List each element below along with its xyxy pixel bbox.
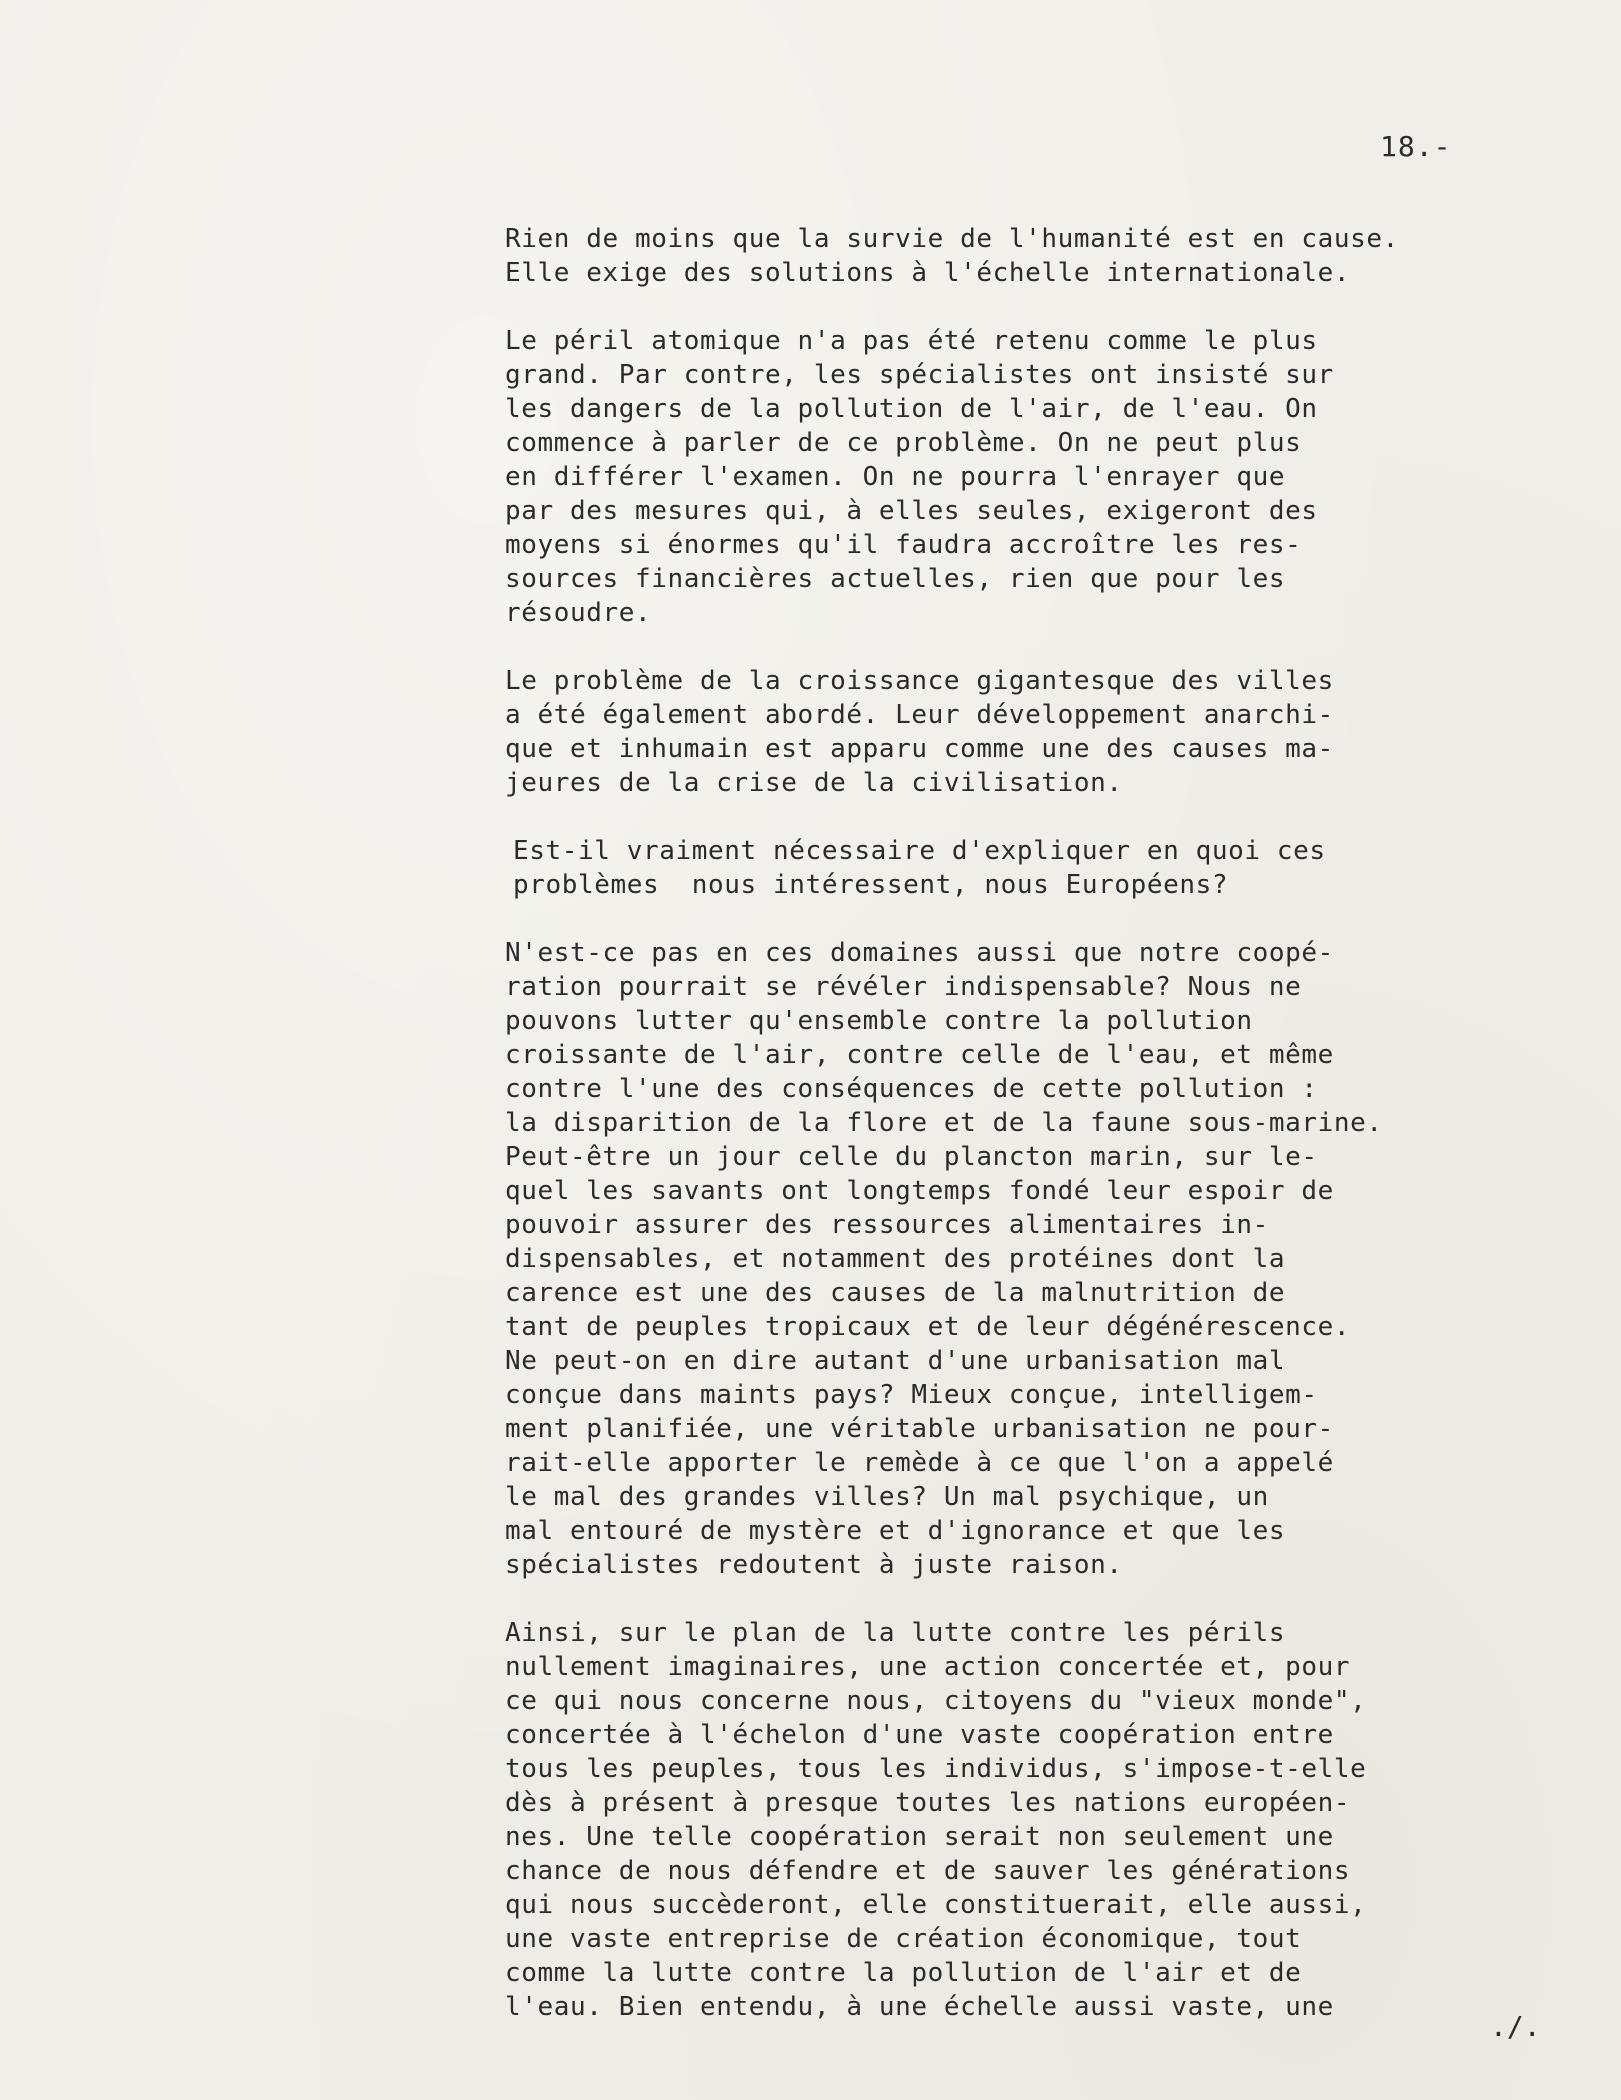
text-line: Ainsi, sur le plan de la lutte contre les périls bbox=[505, 1618, 1286, 1648]
text-line: nes. Une telle coopération serait non seulement une bbox=[505, 1822, 1334, 1852]
text-line: le mal des grandes villes? Un mal psychique, un bbox=[505, 1482, 1269, 1512]
text-line: une vaste entreprise de création économique, tout bbox=[505, 1924, 1302, 1954]
text-line: Le problème de la croissance gigantesque des villes bbox=[505, 666, 1334, 696]
text-line: ce qui nous concerne nous, citoyens du "vieux monde", bbox=[505, 1686, 1367, 1716]
text-line: qui nous succèderont, elle constituerait, elle aussi, bbox=[505, 1890, 1367, 1920]
page-number: 18.- bbox=[1380, 130, 1452, 163]
text-line: pouvons lutter qu'ensemble contre la pollution bbox=[505, 1006, 1253, 1036]
text-line: chance de nous défendre et de sauver les générations bbox=[505, 1856, 1351, 1886]
body-text bbox=[505, 222, 1605, 2058]
text-line: jeures de la crise de la civilisation. bbox=[505, 768, 1123, 798]
continuation-mark: ./. bbox=[1490, 2010, 1541, 2043]
text-line: nullement imaginaires, une action concertée et, pour bbox=[505, 1652, 1351, 1682]
text-line: Peut-être un jour celle du plancton marin, sur le- bbox=[505, 1142, 1318, 1172]
text-line: N'est-ce pas en ces domaines aussi que notre coopé- bbox=[505, 938, 1334, 968]
text-line: mal entouré de mystère et d'ignorance et que les bbox=[505, 1516, 1286, 1546]
text-line: Rien de moins que la survie de l'humanité est en cause. bbox=[505, 224, 1399, 254]
text-line: dès à présent à presque toutes les nations européen- bbox=[505, 1788, 1351, 1818]
text-line: l'eau. Bien entendu, à une échelle aussi vaste, une bbox=[505, 1992, 1334, 2022]
text-line: sources financières actuelles, rien que pour les bbox=[505, 564, 1286, 594]
text-line: croissante de l'air, contre celle de l'eau, et même bbox=[505, 1040, 1334, 1070]
text-line: que et inhumain est apparu comme une des causes ma- bbox=[505, 734, 1334, 764]
text-line: spécialistes redoutent à juste raison. bbox=[505, 1550, 1123, 1580]
text-line: pouvoir assurer des ressources alimentaires in- bbox=[505, 1210, 1269, 1240]
text-line: tant de peuples tropicaux et de leur dégénérescence. bbox=[505, 1312, 1351, 1342]
text-line: carence est une des causes de la malnutrition de bbox=[505, 1278, 1286, 1308]
text-line: moyens si énormes qu'il faudra accroître les res- bbox=[505, 530, 1302, 560]
text-line: a été également abordé. Leur développement anarchi- bbox=[505, 700, 1334, 730]
text-line: en différer l'examen. On ne pourra l'enrayer que bbox=[505, 462, 1286, 492]
text-line: commence à parler de ce problème. On ne peut plus bbox=[505, 428, 1302, 458]
text-line: contre l'une des conséquences de cette pollution : bbox=[505, 1074, 1318, 1104]
text-line: quel les savants ont longtemps fondé leur espoir de bbox=[505, 1176, 1334, 1206]
text-line: par des mesures qui, à elles seules, exigeront des bbox=[505, 496, 1318, 526]
paragraph bbox=[505, 936, 1605, 1582]
text-line: la disparition de la flore et de la faune sous-marine. bbox=[505, 1108, 1383, 1138]
text-line: résoudre. bbox=[505, 598, 652, 628]
text-line: rait-elle apporter le remède à ce que l'on a appelé bbox=[505, 1448, 1334, 1478]
paragraph bbox=[505, 834, 1605, 902]
text-line: Le péril atomique n'a pas été retenu comme le plus bbox=[505, 326, 1318, 356]
text-line: grand. Par contre, les spécialistes ont insisté sur bbox=[505, 360, 1334, 390]
paragraph bbox=[505, 1616, 1605, 2024]
text-line: Ne peut-on en dire autant d'une urbanisation mal bbox=[505, 1346, 1286, 1376]
text-line: conçue dans maints pays? Mieux conçue, intelligem- bbox=[505, 1380, 1318, 1410]
text-line: les dangers de la pollution de l'air, de l'eau. On bbox=[505, 394, 1318, 424]
text-line: ration pourrait se révéler indispensable? Nous ne bbox=[505, 972, 1302, 1002]
text-line: Est-il vraiment nécessaire d'expliquer en quoi ces bbox=[513, 836, 1326, 866]
text-line: tous les peuples, tous les individus, s'impose-t-elle bbox=[505, 1754, 1367, 1784]
text-line: comme la lutte contre la pollution de l'air et de bbox=[505, 1958, 1302, 1988]
paragraph bbox=[505, 222, 1605, 290]
text-line: dispensables, et notamment des protéines dont la bbox=[505, 1244, 1286, 1274]
paragraph bbox=[505, 324, 1605, 630]
paragraph bbox=[505, 664, 1605, 800]
text-line: problèmes nous intéressent, nous Européens? bbox=[513, 870, 1229, 900]
text-line: concertée à l'échelon d'une vaste coopération entre bbox=[505, 1720, 1334, 1750]
text-line: Elle exige des solutions à l'échelle internationale. bbox=[505, 258, 1351, 288]
text-line: ment planifiée, une véritable urbanisation ne pour- bbox=[505, 1414, 1334, 1444]
